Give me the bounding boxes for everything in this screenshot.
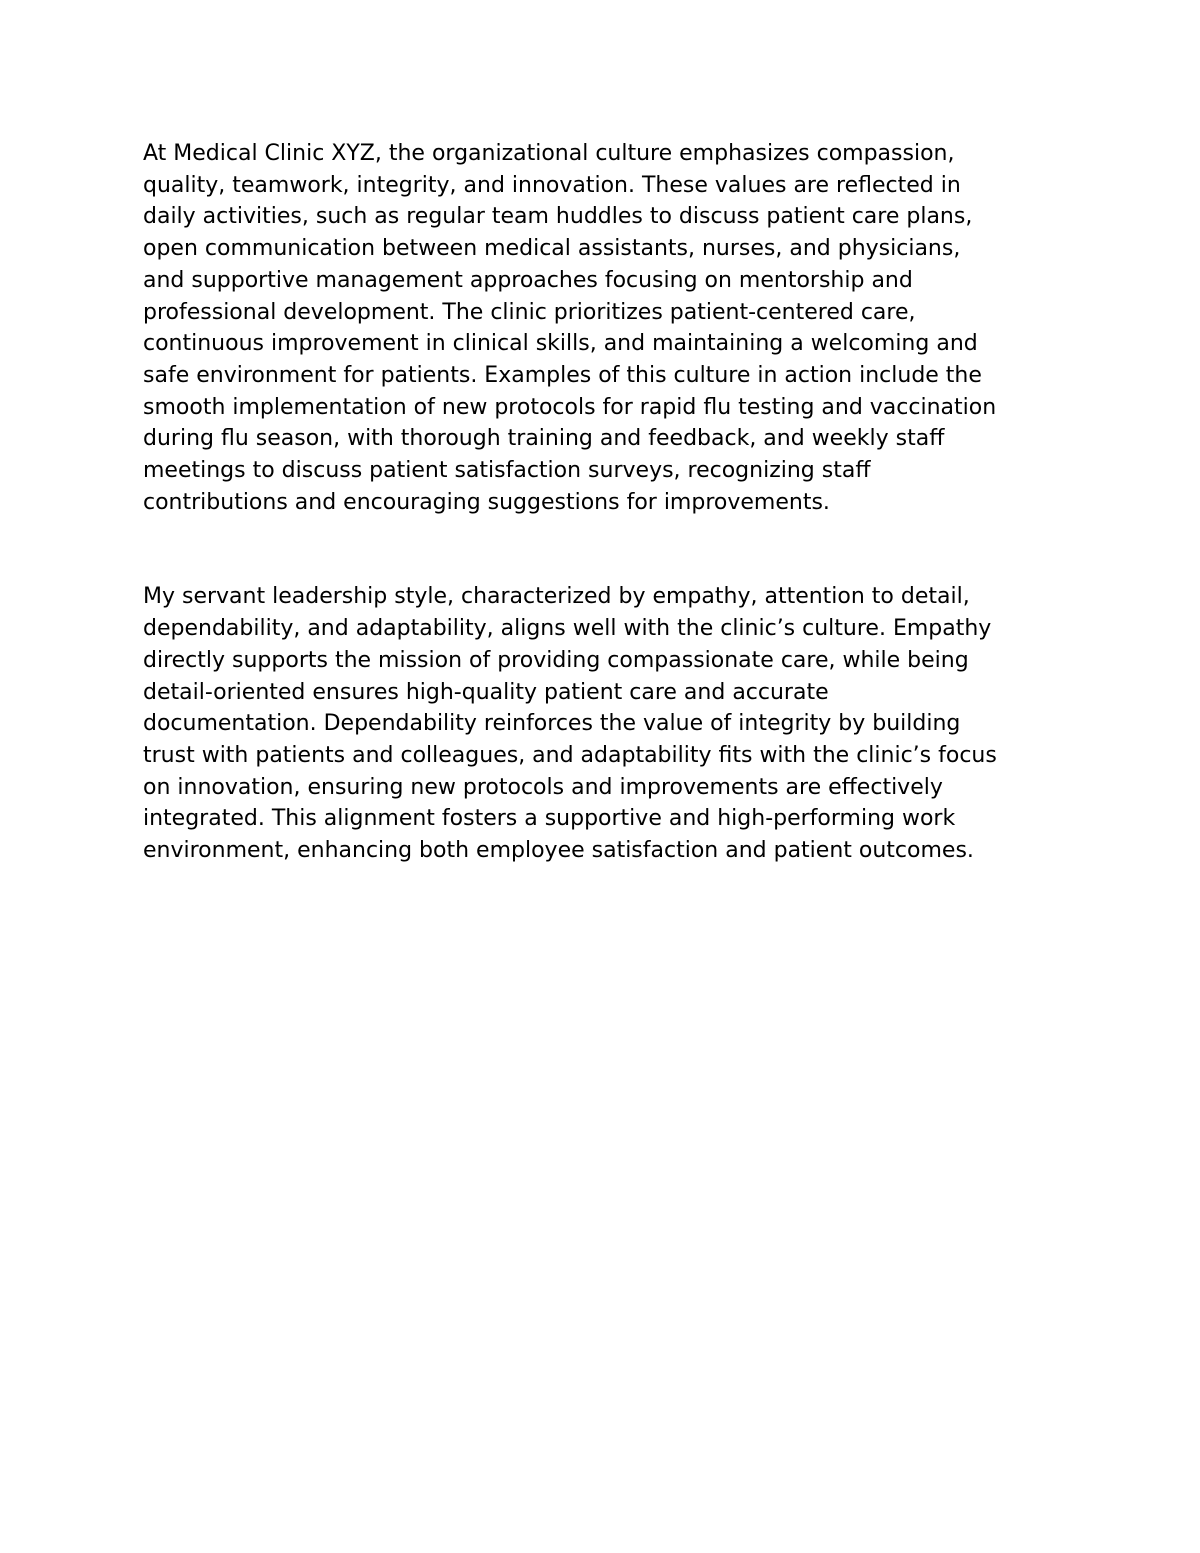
document-body bbox=[143, 138, 1073, 867]
text-line: safe environment for patients. Examples of this culture in action include the bbox=[143, 362, 982, 388]
text-line: continuous improvement in clinical skills, and maintaining a welcoming and bbox=[143, 331, 978, 357]
text-line: trust with patients and colleagues, and adaptability fits with the clinic’s focus bbox=[143, 742, 997, 768]
text-line: directly supports the mission of providing compassionate care, while being bbox=[143, 647, 969, 673]
text-line: on innovation, ensuring new protocols and improvements are effectively bbox=[143, 774, 943, 800]
text-line: during flu season, with thorough training and feedback, and weekly staff bbox=[143, 426, 945, 452]
text-line: integrated. This alignment fosters a supportive and high-performing work bbox=[143, 806, 956, 832]
text-line: meetings to discuss patient satisfaction surveys, recognizing staff bbox=[143, 458, 871, 484]
text-line: contributions and encouraging suggestions for improvements. bbox=[143, 489, 830, 515]
text-line: quality, teamwork, integrity, and innovation. These values are reflected in bbox=[143, 172, 961, 198]
text-line: and supportive management approaches focusing on mentorship and bbox=[143, 267, 913, 293]
paragraph-leadership-alignment bbox=[143, 581, 1073, 866]
text-line: documentation. Dependability reinforces the value of integrity by building bbox=[143, 711, 961, 737]
text-line: open communication between medical assistants, nurses, and physicians, bbox=[143, 236, 961, 262]
text-line: environment, enhancing both employee satisfaction and patient outcomes. bbox=[143, 838, 974, 864]
text-line: smooth implementation of new protocols for rapid flu testing and vaccination bbox=[143, 394, 997, 420]
text-line: At Medical Clinic XYZ, the organizational culture emphasizes compassion, bbox=[143, 141, 955, 166]
text-line: My servant leadership style, characterized by empathy, attention to detail, bbox=[143, 584, 970, 610]
paragraph-organizational-culture bbox=[143, 138, 1073, 518]
text-line: daily activities, such as regular team huddles to discuss patient care plans, bbox=[143, 204, 973, 230]
text-line: dependability, and adaptability, aligns well with the clinic’s culture. Empathy bbox=[143, 616, 992, 642]
paragraph-spacer bbox=[143, 518, 1073, 581]
text-line: detail-oriented ensures high-quality patient care and accurate bbox=[143, 679, 829, 705]
text-line: professional development. The clinic prioritizes patient-centered care, bbox=[143, 299, 916, 325]
